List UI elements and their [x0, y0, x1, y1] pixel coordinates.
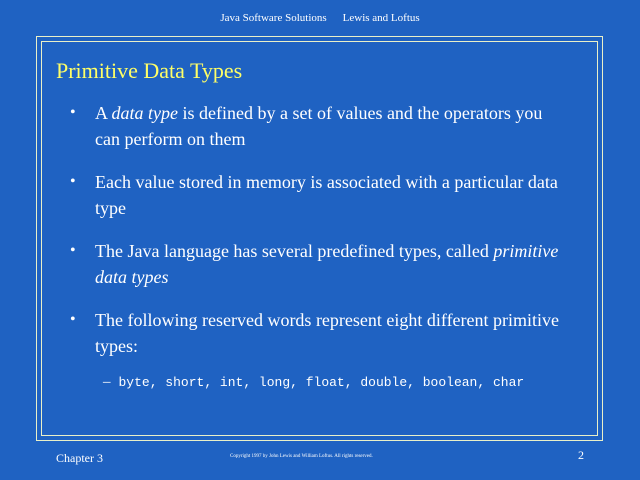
bullet-list	[70, 100, 570, 376]
book-title: Java Software Solutions	[220, 12, 327, 24]
bullet-item	[70, 238, 570, 290]
bullet-text	[95, 172, 558, 218]
bullet-text	[95, 310, 559, 356]
bullet-dot: •	[70, 104, 76, 121]
emphasized-term: primitive data types	[95, 241, 559, 287]
slide-title: Primitive Data Types	[56, 58, 243, 83]
sub-bullet-dash: –	[103, 374, 111, 390]
sub-bullet	[103, 374, 524, 391]
bullet-text	[95, 103, 542, 149]
authors: Lewis and Loftus	[342, 12, 420, 24]
bullet-item	[70, 307, 570, 359]
chapter-label: Chapter 3	[56, 451, 103, 465]
copyright-notice: Copyright 1997 by John Lewis and William Loftus. All rights reserved.	[230, 454, 373, 459]
bullet-dot: •	[70, 173, 76, 190]
bullet-text-part: Each value stored in memory is associated with a particular data type	[95, 172, 558, 218]
bullet-dot: •	[70, 242, 76, 259]
bullet-text	[95, 241, 558, 287]
bullet-item	[70, 100, 570, 152]
bullet-text-part: A	[95, 103, 112, 123]
bullet-dot: •	[70, 311, 76, 328]
slide-header	[0, 12, 640, 24]
emphasized-term: data type	[111, 103, 178, 123]
bullet-text-part: The Java language has several predefined types, called	[95, 241, 494, 261]
bullet-item	[70, 169, 570, 221]
bullet-text-part: The following reserved words represent eight different primitive types:	[95, 310, 560, 356]
page-number: 2	[578, 448, 584, 462]
primitive-types-list: byte, short, int, long, float, double, boolean, char	[118, 375, 525, 390]
bullet-text-part: is defined by a set of values and the operators you can perform on them	[95, 103, 543, 149]
